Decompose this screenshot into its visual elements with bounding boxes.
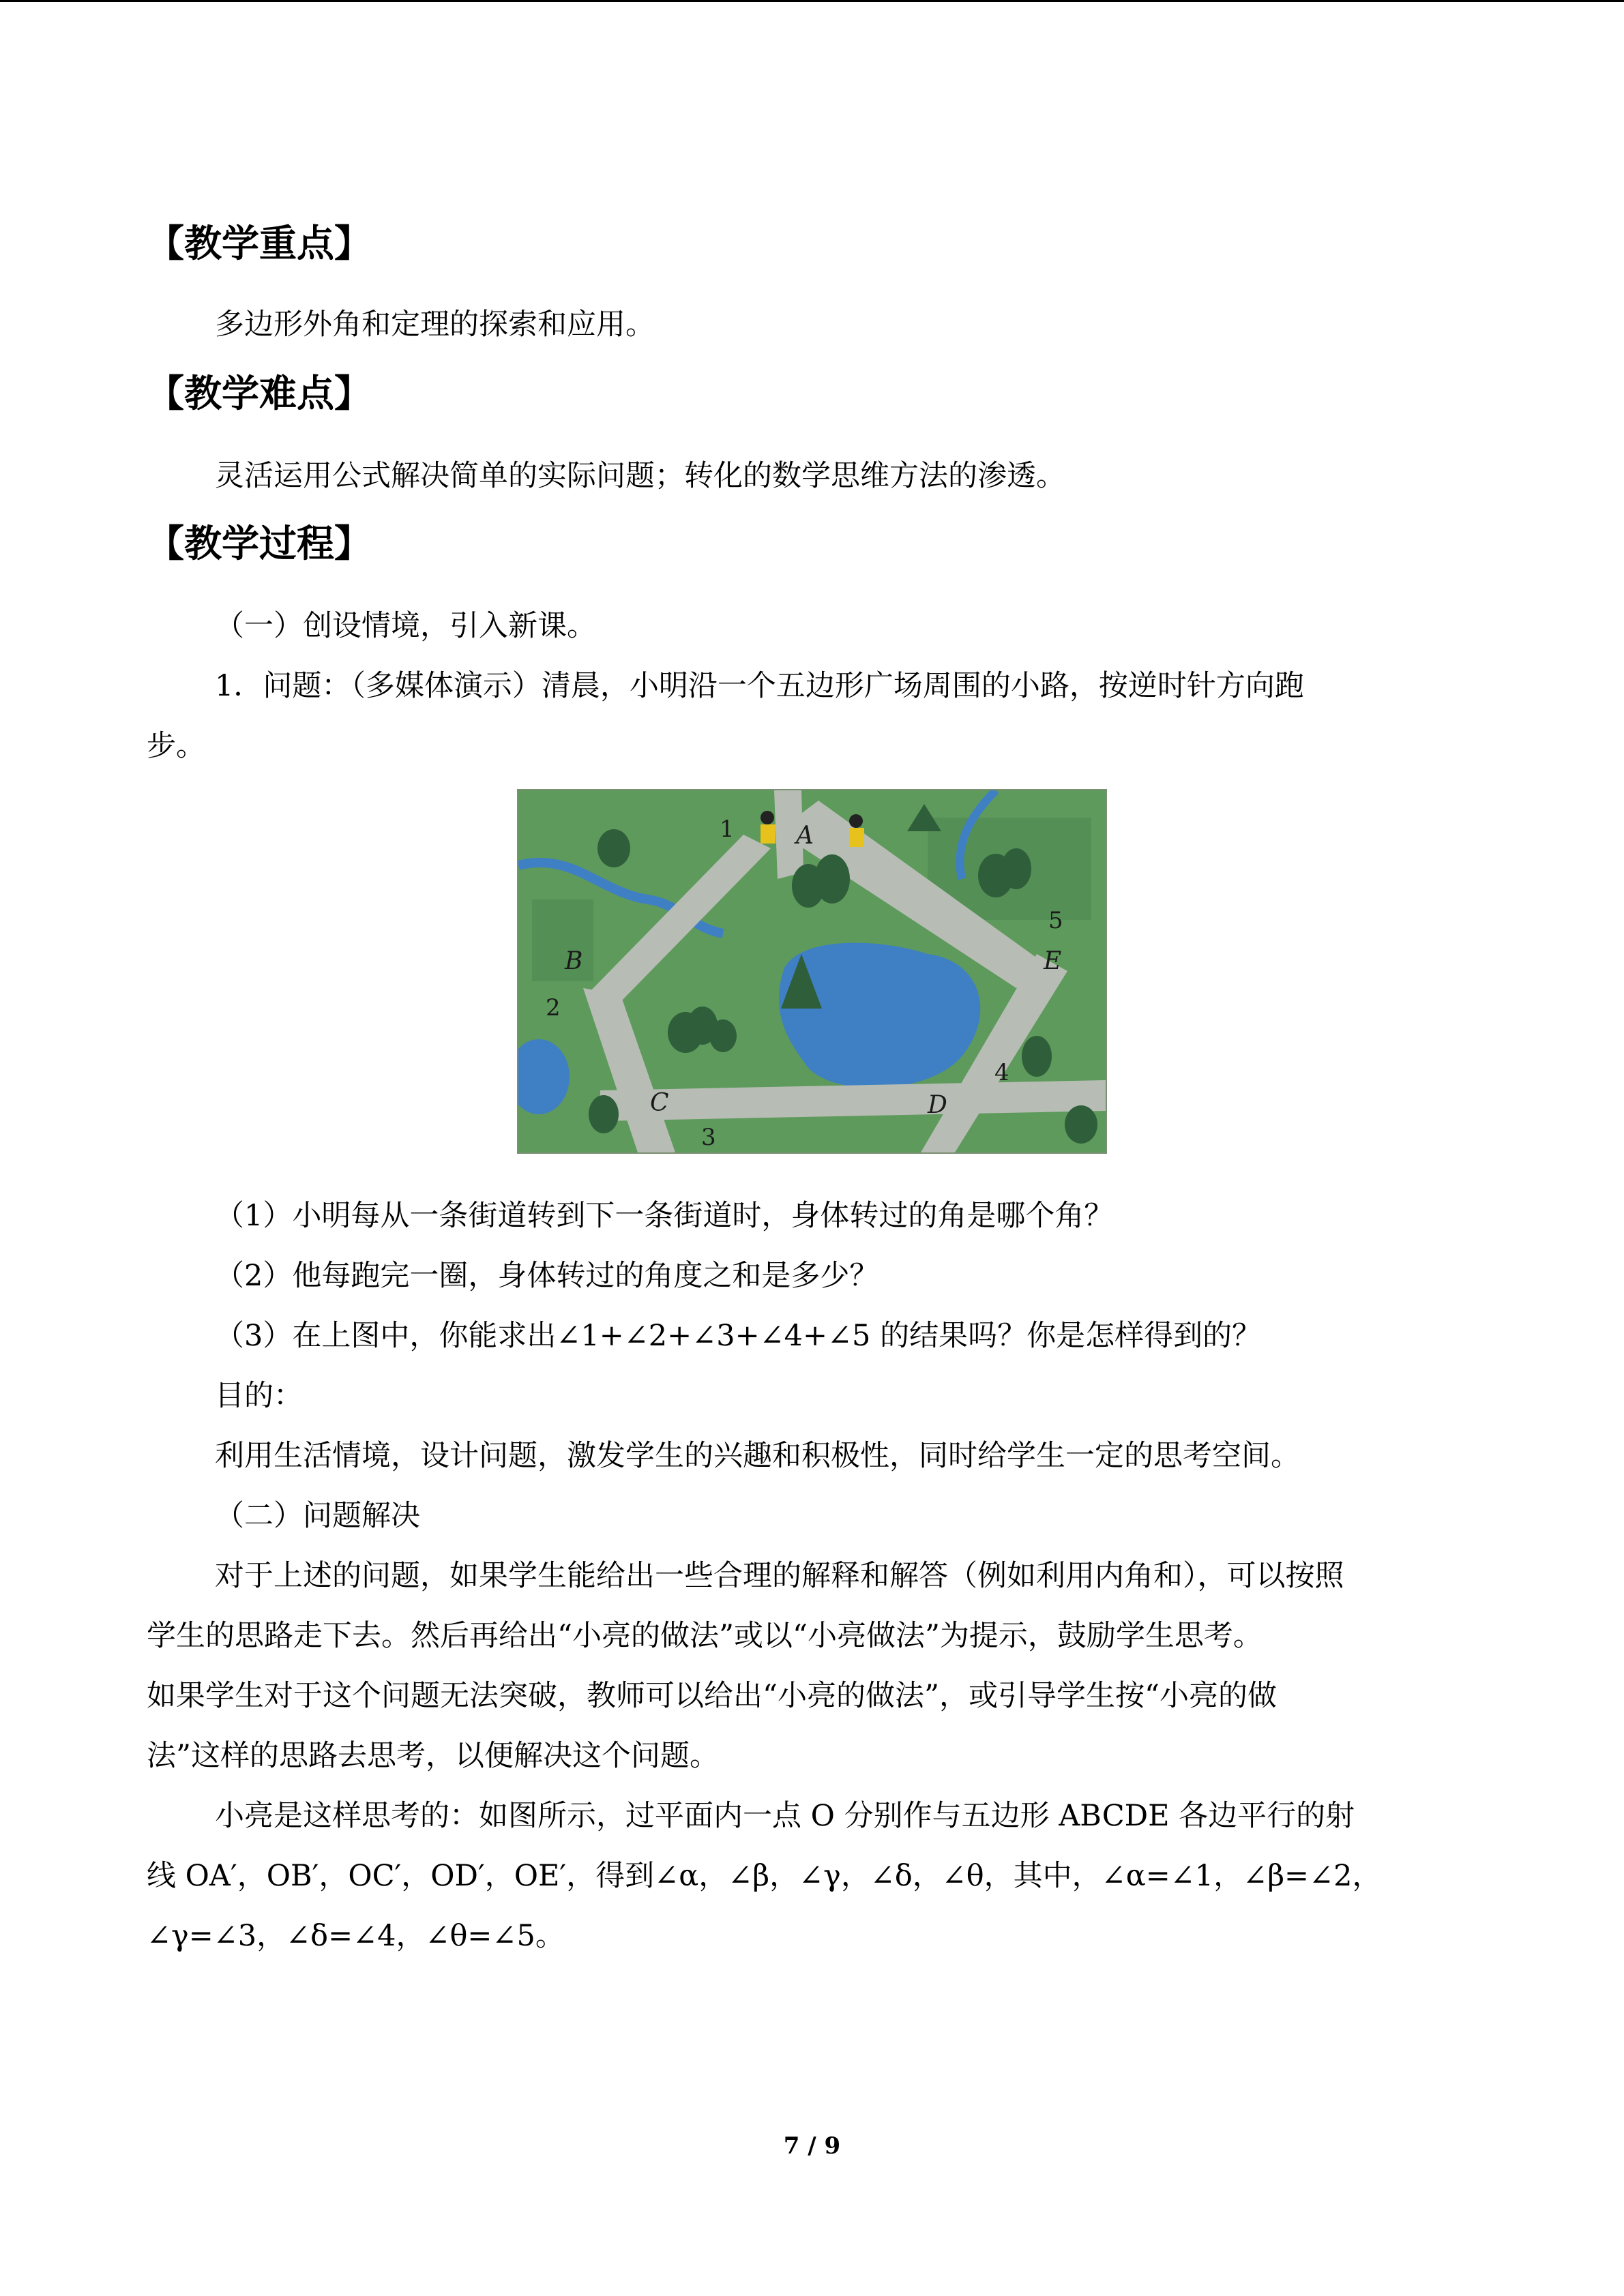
angle-label-4: 4 xyxy=(994,1059,1009,1086)
vertex-label-d: D xyxy=(928,1091,947,1119)
heading-key-points: 【教学重点】 xyxy=(147,222,372,265)
para1-line-3: 如果学生对于这个问题无法突破，教师可以给出“小亮的做法”，或引导学生按“小亮的做 xyxy=(147,1679,1277,1713)
page-number: 7 / 9 xyxy=(783,2132,841,2160)
top-border xyxy=(0,0,1624,2)
heading-process: 【教学过程】 xyxy=(147,522,372,565)
para2-line-1: 小亮是这样思考的：如图所示，过平面内一点 O 分别作与五边形 ABCDE 各边平行的射 xyxy=(215,1799,1355,1833)
pentagon-plaza-illustration xyxy=(517,789,1107,1154)
difficulties-text: 灵活运用公式解决简单的实际问题；转化的数学思维方法的渗透。 xyxy=(215,459,1065,493)
angle-label-5: 5 xyxy=(1048,907,1063,934)
problem-text-line-2: 步。 xyxy=(147,729,205,763)
plaza-map-drawing xyxy=(518,790,1106,1152)
question-2: （2）他每跑完一圈，身体转过的角度之和是多少？ xyxy=(215,1259,879,1293)
part1-title: （一）创设情境，引入新课。 xyxy=(215,609,596,643)
para1-line-1: 对于上述的问题，如果学生能给出一些合理的解释和解答（例如利用内角和），可以按照 xyxy=(215,1559,1344,1593)
part2-title: （二）问题解决 xyxy=(215,1499,420,1533)
purpose-text: 利用生活情境，设计问题，激发学生的兴趣和积极性，同时给学生一定的思考空间。 xyxy=(215,1439,1300,1473)
angle-label-2: 2 xyxy=(546,994,561,1022)
para2-line-3: ∠γ=∠3，∠δ=∠4，∠θ=∠5。 xyxy=(147,1919,565,1953)
para1-line-4: 法”这样的思路去思考，以便解决这个问题。 xyxy=(147,1739,719,1773)
para2-line-2: 线 OA′，OB′，OC′，OD′，OE′，得到∠α，∠β，∠γ，∠δ，∠θ，其中，∠α=∠1，∠β=∠2， xyxy=(147,1859,1382,1893)
vertex-label-b: B xyxy=(565,947,583,975)
para1-line-2: 学生的思路走下去。然后再给出“小亮的做法”或以“小亮做法”为提示，鼓励学生思考。 xyxy=(147,1619,1263,1653)
heading-difficulties: 【教学难点】 xyxy=(147,372,372,415)
purpose-label: 目的： xyxy=(215,1379,303,1413)
pond xyxy=(779,943,980,1088)
question-3: （3）在上图中，你能求出∠1+∠2+∠3+∠4+∠5 的结果吗？你是怎样得到的？ xyxy=(215,1319,1262,1353)
angle-label-1: 1 xyxy=(720,816,735,843)
vertex-label-a: A xyxy=(796,822,814,850)
question-1: （1）小明每从一条街道转到下一条街道时，身体转过的角是哪个角？ xyxy=(215,1199,1114,1233)
key-points-text: 多边形外角和定理的探索和应用。 xyxy=(215,308,655,342)
problem-text-line-1: 1．问题：（多媒体演示）清晨，小明沿一个五边形广场周围的小路，按逆时针方向跑 xyxy=(215,669,1304,703)
vertex-label-e: E xyxy=(1044,947,1062,975)
angle-label-3: 3 xyxy=(701,1124,716,1151)
vertex-label-c: C xyxy=(650,1089,669,1117)
